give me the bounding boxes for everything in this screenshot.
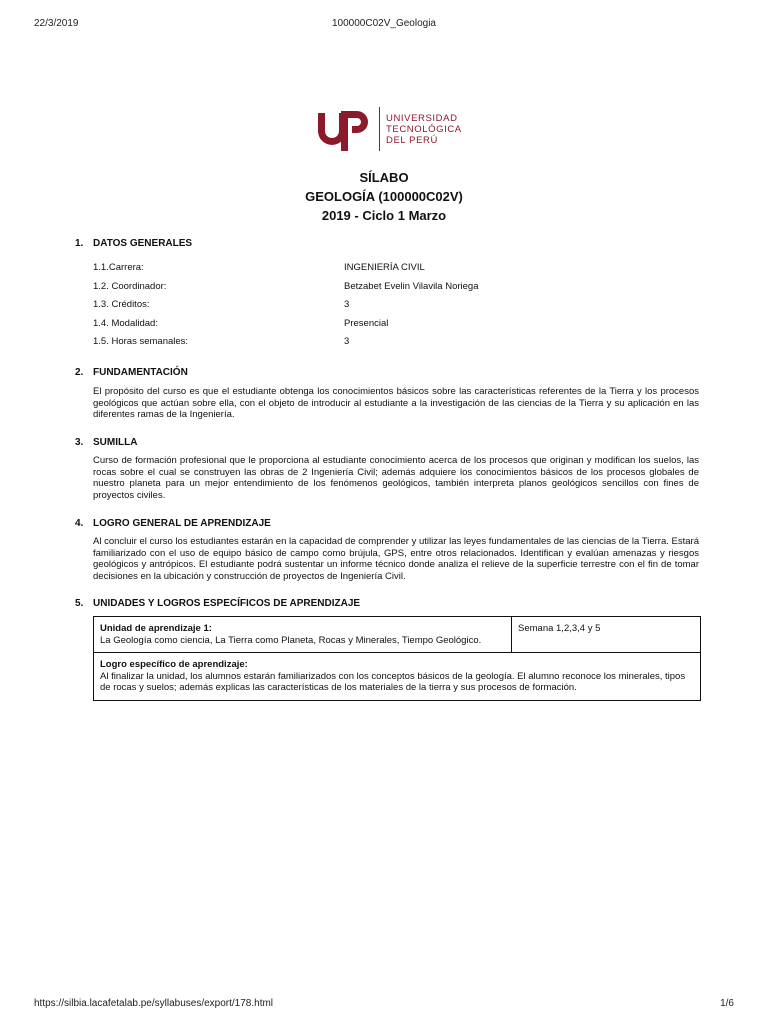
datos-row: 1.4. Modalidad: Presencial: [93, 318, 389, 329]
section-heading-logro-general: 4. LOGRO GENERAL DE APRENDIZAJE: [75, 518, 271, 529]
units-table: [93, 616, 701, 701]
print-url: https://silbia.lacafetalab.pe/syllabuses/export/178.html: [34, 998, 274, 1009]
page-number: 1/6: [720, 998, 734, 1009]
table-row: [94, 653, 701, 701]
section-heading-datos-generales: 1. DATOS GENERALES: [75, 238, 193, 249]
print-date: 22/3/2019: [34, 18, 79, 29]
section-heading-sumilla: 3. SUMILLA: [75, 437, 138, 448]
print-footer: [34, 998, 734, 1012]
unit-text: La Geología como ciencia, La Tierra como Planeta, Rocas y Minerales, Tiempo Geológico.: [100, 634, 482, 646]
unit-label: Unidad de aprendizaje 1:: [100, 623, 212, 634]
print-doc-title: 100000C02V_Geologia: [332, 18, 436, 29]
unit-weeks-cell: Semana 1,2,3,4 y 5: [512, 617, 701, 653]
syllabus-title: [0, 168, 768, 225]
fundamentacion-text: El propósito del curso es que el estudiante obtenga los conocimientos básicos sobre las características referentes de la Tierra y los procesos geológicos que actúan sobre ella, con el objeto de introducir al estudiante a la investigación de las ciencias de la Tierra y su aplicación en las diferentes ramas de la Ingeniería.: [93, 386, 699, 420]
datos-row: 1.2. Coordinador: Betzabet Evelin Vilavila Noriega: [93, 281, 479, 292]
utp-logo: [315, 105, 465, 155]
sumilla-text: Curso de formación profesional que le proporciona al estudiante conocimiento acerca de los procesos que originan y modifican los suelos, las rocas sobre el cual se construyen las obras de 2 Ingeniería Civil; además adquiere los conocimientos básicos de los procesos globales de nuestro planeta para un mejor entendimiento de los fenómenos geológicos, también interpreta planos geológicos sencillos con fines de proyectos civiles.: [93, 455, 699, 501]
title-line-2: GEOLOGÍA (100000C02V): [305, 189, 463, 204]
university-name: UNIVERSIDAD TECNOLÓGICA DEL PERÚ: [386, 113, 462, 146]
table-row: [94, 617, 701, 653]
title-line-1: SÍLABO: [359, 170, 409, 185]
unit-cell: [94, 617, 512, 653]
section-heading-unidades: 5. UNIDADES Y LOGROS ESPECÍFICOS DE APRENDIZAJE: [75, 598, 361, 609]
logro-especifico-label: Logro específico de aprendizaje:: [100, 659, 248, 670]
logo-divider: [379, 107, 380, 151]
datos-row: 1.1.Carrera: INGENIERÍA CIVIL: [93, 262, 425, 273]
logro-especifico-text: Al finalizar la unidad, los alumnos estarán familiarizados con los conceptos básicos de la geología. El alumno reconoce los minerales, tipos de rocas y suelos; además explicas las características de los materiales de la tierra y sus procesos de formación.: [100, 670, 686, 693]
datos-row: 1.3. Créditos: 3: [93, 299, 350, 310]
logro-especifico-cell: [94, 653, 701, 701]
print-header: [34, 18, 734, 32]
section-heading-fundamentacion: 2. FUNDAMENTACIÓN: [75, 367, 188, 378]
title-line-3: 2019 - Ciclo 1 Marzo: [321, 208, 447, 223]
datos-row: 1.5. Horas semanales: 3: [93, 336, 350, 347]
logro-general-text: Al concluir el curso los estudiantes estarán en la capacidad de comprender y utilizar las leyes fundamentales de las ciencias de la Tierra. Estará familiarizado con el uso de equipo básico de campo como brújula, GPS, entre otros relacionados. Identifican y evalúan amenazas y riesgos geológicos y antrópicos. El estudiante podrá sustentar un informe técnico donde analiza el relieve de la superficie terrestre con el fin de tomar decisiones en la ubicación y construcción de proyectos de Ingeniería Civil.: [93, 536, 699, 582]
utp-logo-mark: [315, 105, 377, 153]
